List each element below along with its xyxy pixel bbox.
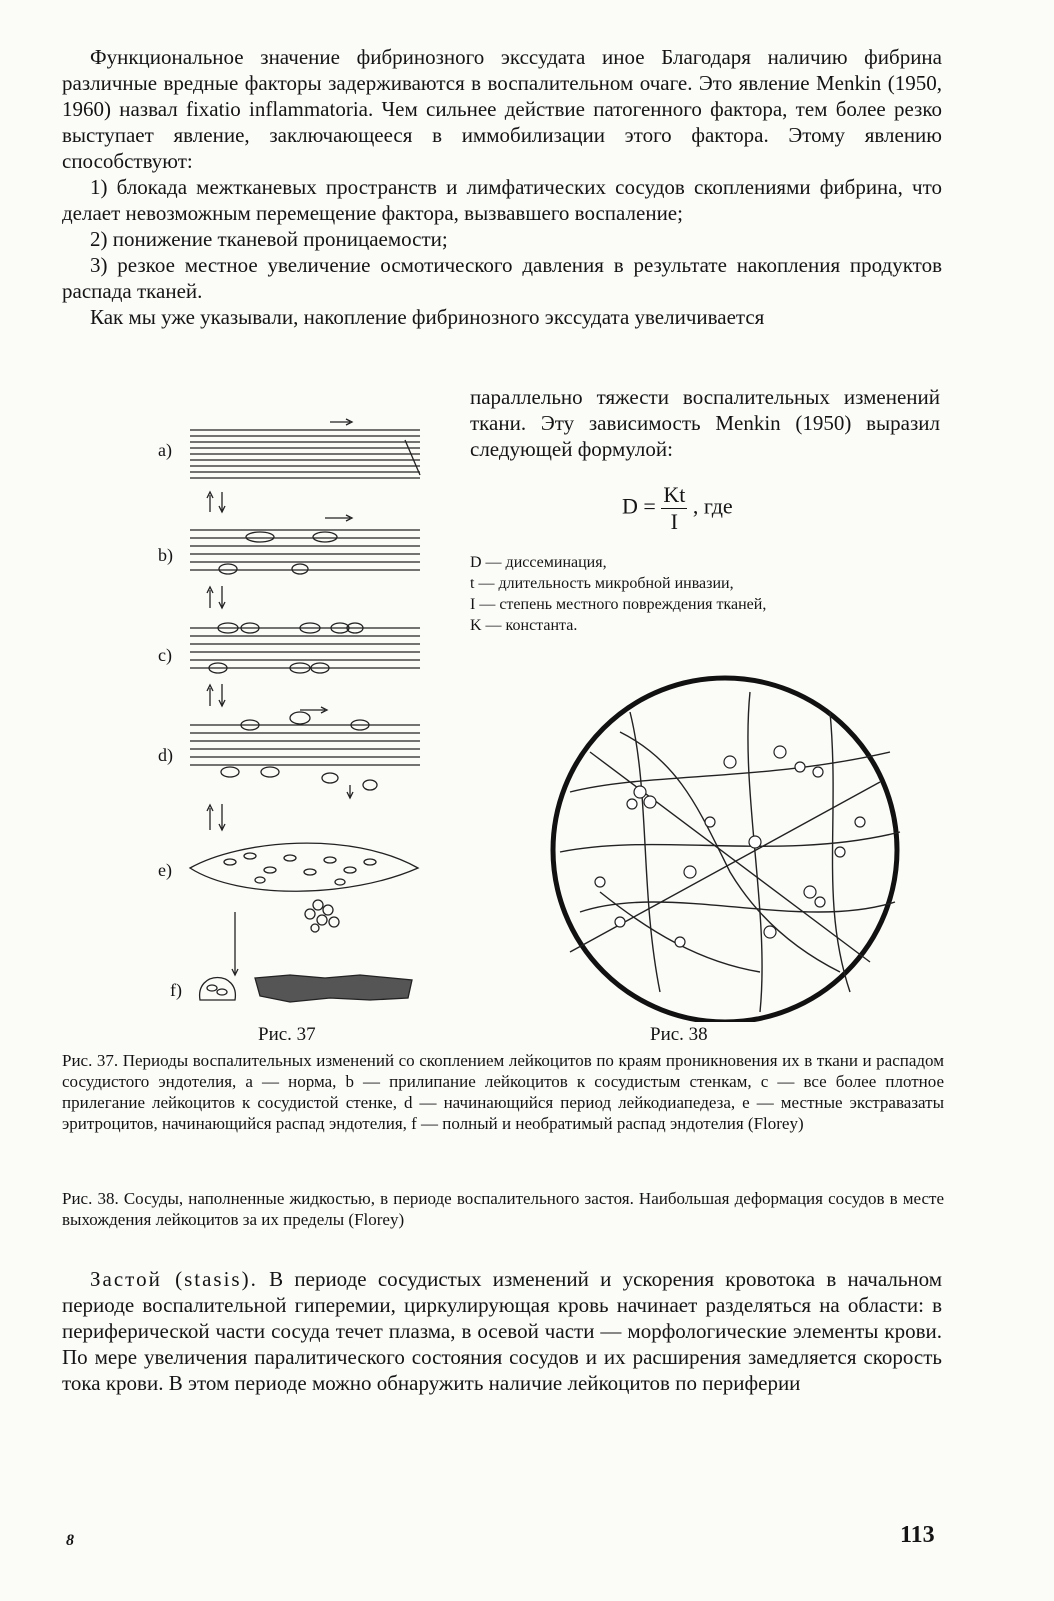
stage-label-d: d) bbox=[158, 745, 173, 765]
page-number: 113 bbox=[900, 1522, 935, 1548]
stage-label-a: a) bbox=[158, 440, 172, 460]
list-item-3: 3) резкое местное увеличение осмотического давления в результате накопления продуктов распада тканей. bbox=[62, 253, 942, 303]
legend-item: t — длительность микробной инвазии, bbox=[470, 575, 734, 592]
formula-lhs: D bbox=[622, 493, 638, 519]
legend-item: I — степень местного повреждения тканей, bbox=[470, 596, 767, 613]
intro-paragraph: Функциональное значение фибринозного экссудата иное Благодаря наличию фибрина различные вредные факторы задерживаются в воспалительном очаге. Это явление Menkin (1950, 1960) назвал fixatio inflammatoria. Чем сильнее действие патогенного фактора, тем более резко выступает явление, заключающееся в иммобилизации этого фактора. Этому явлению способствуют: bbox=[62, 45, 942, 173]
stasis-text: В периоде сосудистых изменений и ускорения кровотока в начальном периоде воспалительной гиперемии, циркулирующая кровь начинает разделяться на области: в периферической части сосуда течет плазма, в осевой части — морфологические элементы крови. По мере увеличения паралитического состояния сосудов и их расширения замедляется скорость тока крови. В этом периоде можно обнаружить наличие лейкоцитов по периферии bbox=[62, 1267, 943, 1395]
legend-item: K — константа. bbox=[470, 617, 578, 634]
figure-37-label: Рис. 37 bbox=[258, 1024, 316, 1045]
figure-37 bbox=[150, 400, 450, 1020]
list-item-1: 1) блокада межтканевых пространств и лимфатических сосудов скоплениями фибрина, что делает невозможным перемещение фактора, вызвавшего воспаление; bbox=[62, 175, 942, 225]
menkin-paragraph-line1: Как мы уже указывали, накопление фибринозного экссудата увеличивается bbox=[90, 305, 765, 329]
stage-label-e: e) bbox=[158, 860, 172, 880]
formula-suffix: , где bbox=[692, 493, 733, 519]
formula-legend bbox=[470, 552, 766, 636]
stasis-paragraph bbox=[62, 1266, 942, 1396]
intro-text bbox=[62, 44, 942, 330]
list-item-2: 2) понижение тканевой проницаемости; bbox=[90, 227, 448, 251]
menkin-formula: D = $\frac{Kt}{I}$ , где bbox=[622, 482, 733, 534]
formula-numerator: Kt bbox=[663, 482, 686, 507]
stage-label-c: c) bbox=[158, 645, 172, 665]
signature-mark: 8 bbox=[66, 1532, 74, 1549]
figure-37-caption: Рис. 37. Периоды воспалительных изменений со скоплением лейкоцитов по краям проникновения их в ткани и распадом сосудистого эндотелия, а — норма, b — прилипание лейкоцитов к сосудистым стенкам, с — все более плотное прилегание лейкоцитов к сосудистой стенке, d — начинающийся период лейкодиапедеза, е — местные экстравазаты эритроцитов, начинающийся распад эндотелия, f — полный и необратимый распад эндотелия (Florey) bbox=[62, 1051, 944, 1133]
figure-38-label: Рис. 38 bbox=[650, 1024, 708, 1045]
figure-37-drawing bbox=[150, 400, 450, 1020]
figure-38-drawing bbox=[500, 672, 950, 1022]
formula-denominator: I bbox=[670, 509, 678, 534]
stage-label-f: f) bbox=[170, 980, 182, 1000]
formula-fraction bbox=[661, 482, 687, 535]
legend-item: D — диссеминация, bbox=[470, 554, 607, 571]
figure-38 bbox=[500, 672, 950, 1022]
stage-label-b: b) bbox=[158, 545, 173, 565]
stasis-heading: Застой (stasis). bbox=[90, 1267, 258, 1291]
menkin-paragraph-rest: параллельно тяжести воспалительных изменений ткани. Эту зависимость Menkin (1950) выразил следующей формулой: bbox=[470, 385, 940, 461]
figure-38-caption: Рис. 38. Сосуды, наполненные жидкостью, в периоде воспалительного застоя. Наибольшая деформация сосудов в месте выхождения лейкоцитов за их пределы (Florey) bbox=[62, 1189, 944, 1229]
